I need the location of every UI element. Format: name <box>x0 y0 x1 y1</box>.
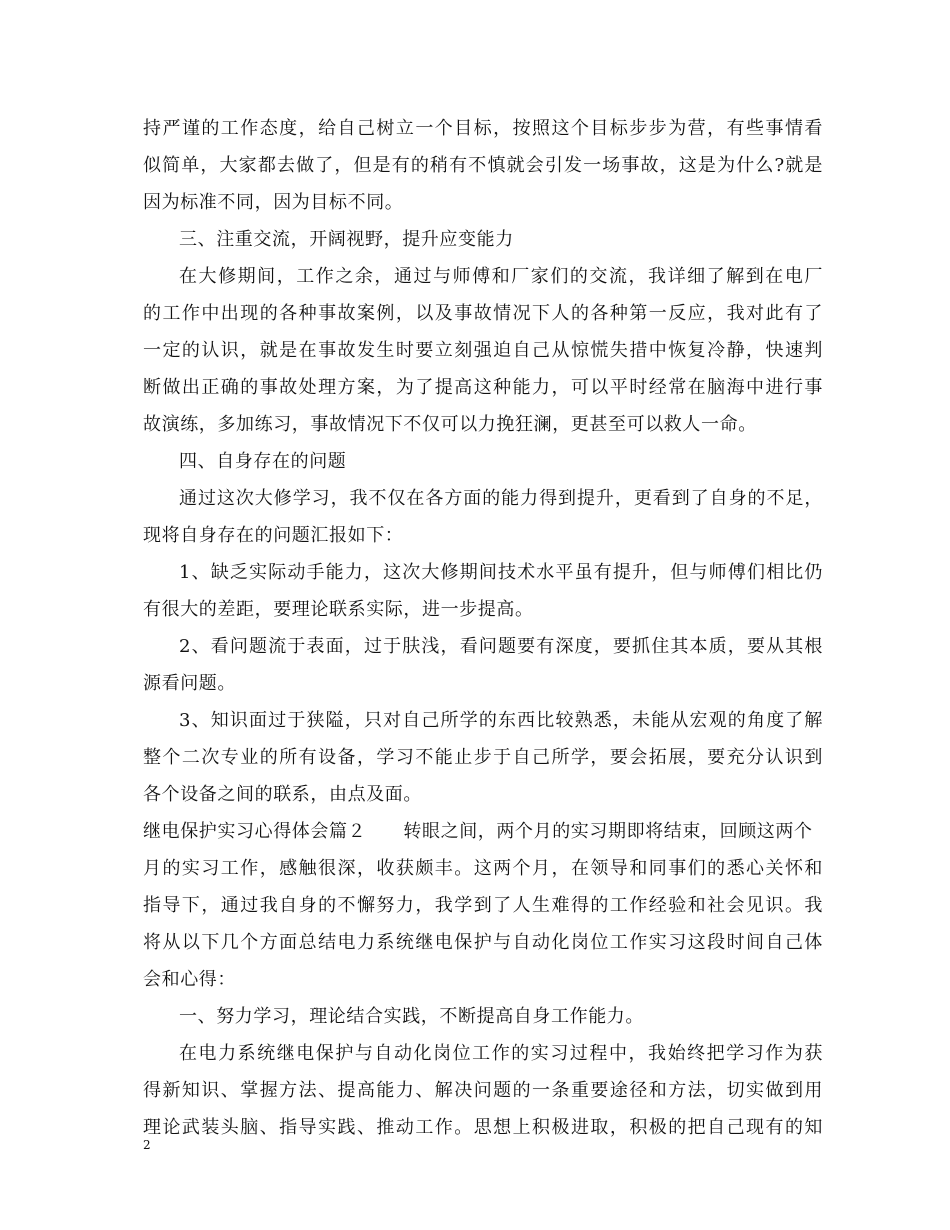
text-line: 2、看问题流于表面，过于肤浅，看问题要有深度，要抓住其本质，要从其根 <box>179 636 823 657</box>
text-line: 理论武装头脑、指导实践、推动工作。思想上积极进取，积极的把自己现有的知 <box>143 1117 823 1138</box>
text-line: 3、知识面过于狭隘，只对自己所学的东西比较熟悉，未能从宏观的角度了解 <box>179 710 823 731</box>
text-line: 在电力系统继电保护与自动化岗位工作的实习过程中，我始终把学习作为获 <box>179 1043 823 1064</box>
text-line: 持严谨的工作态度，给自己树立一个目标，按照这个目标步步为营，有些事情看 <box>143 118 823 139</box>
text-line: 将从以下几个方面总结电力系统继电保护与自动化岗位工作实习这段时间自己体 <box>143 932 823 953</box>
text-line: 因为标准不同，因为目标不同。 <box>143 192 404 213</box>
text-line: 有很大的差距，要理论联系实际，进一步提高。 <box>143 599 534 620</box>
text-line: 现将自身存在的问题汇报如下： <box>143 525 404 546</box>
text-line: 通过这次大修学习，我不仅在各方面的能力得到提升，更看到了自身的不足， <box>179 488 823 509</box>
section-heading: 一、努力学习，理论结合实践，不断提高自身工作能力。 <box>179 1006 644 1027</box>
text-line: 月的实习工作，感触很深，收获颇丰。这两个月，在领导和同事们的悉心关怀和 <box>143 858 823 879</box>
text-line: 指导下，通过我自身的不懈努力，我学到了人生难得的工作经验和社会见识。我 <box>143 895 823 916</box>
section-heading: 三、注重交流，开阔视野，提升应变能力 <box>179 229 514 250</box>
text-line: 的工作中出现的各种事故案例，以及事故情况下人的各种第一反应，我对此有了 <box>143 303 823 324</box>
article-title-line: 继电保护实习心得体会篇２ 转眼之间，两个月的实习期即将结束，回顾这两个 <box>143 821 813 842</box>
text-line: 各个设备之间的联系，由点及面。 <box>143 784 422 805</box>
text-line: 会和心得： <box>143 969 236 990</box>
text-line: 故演练，多加练习，事故情况下不仅可以力挽狂澜，更甚至可以救人一命。 <box>143 414 757 435</box>
text-line: 源看问题。 <box>143 673 236 694</box>
text-line: 整个二次专业的所有设备，学习不能止步于自己所学，要会拓展，要充分认识到 <box>143 747 823 768</box>
text-line: 一定的认识，就是在事故发生时要立刻强迫自己从惊慌失措中恢复冷静，快速判 <box>143 340 823 361</box>
page-number: 2 <box>143 1138 151 1152</box>
text-line: 1、缺乏实际动手能力，这次大修期间技术水平虽有提升，但与师傅们相比仍 <box>179 562 823 583</box>
text-line: 得新知识、掌握方法、提高能力、解决问题的一条重要途径和方法，切实做到用 <box>143 1080 823 1101</box>
text-line: 似简单，大家都去做了，但是有的稍有不慎就会引发一场事故，这是为什么?就是 <box>143 155 823 176</box>
text-line: 断做出正确的事故处理方案，为了提高这种能力，可以平时经常在脑海中进行事 <box>143 377 823 398</box>
text-line: 在大修期间，工作之余，通过与师傅和厂家们的交流，我详细了解到在电厂 <box>179 266 823 287</box>
section-heading: 四、自身存在的问题 <box>179 451 347 472</box>
